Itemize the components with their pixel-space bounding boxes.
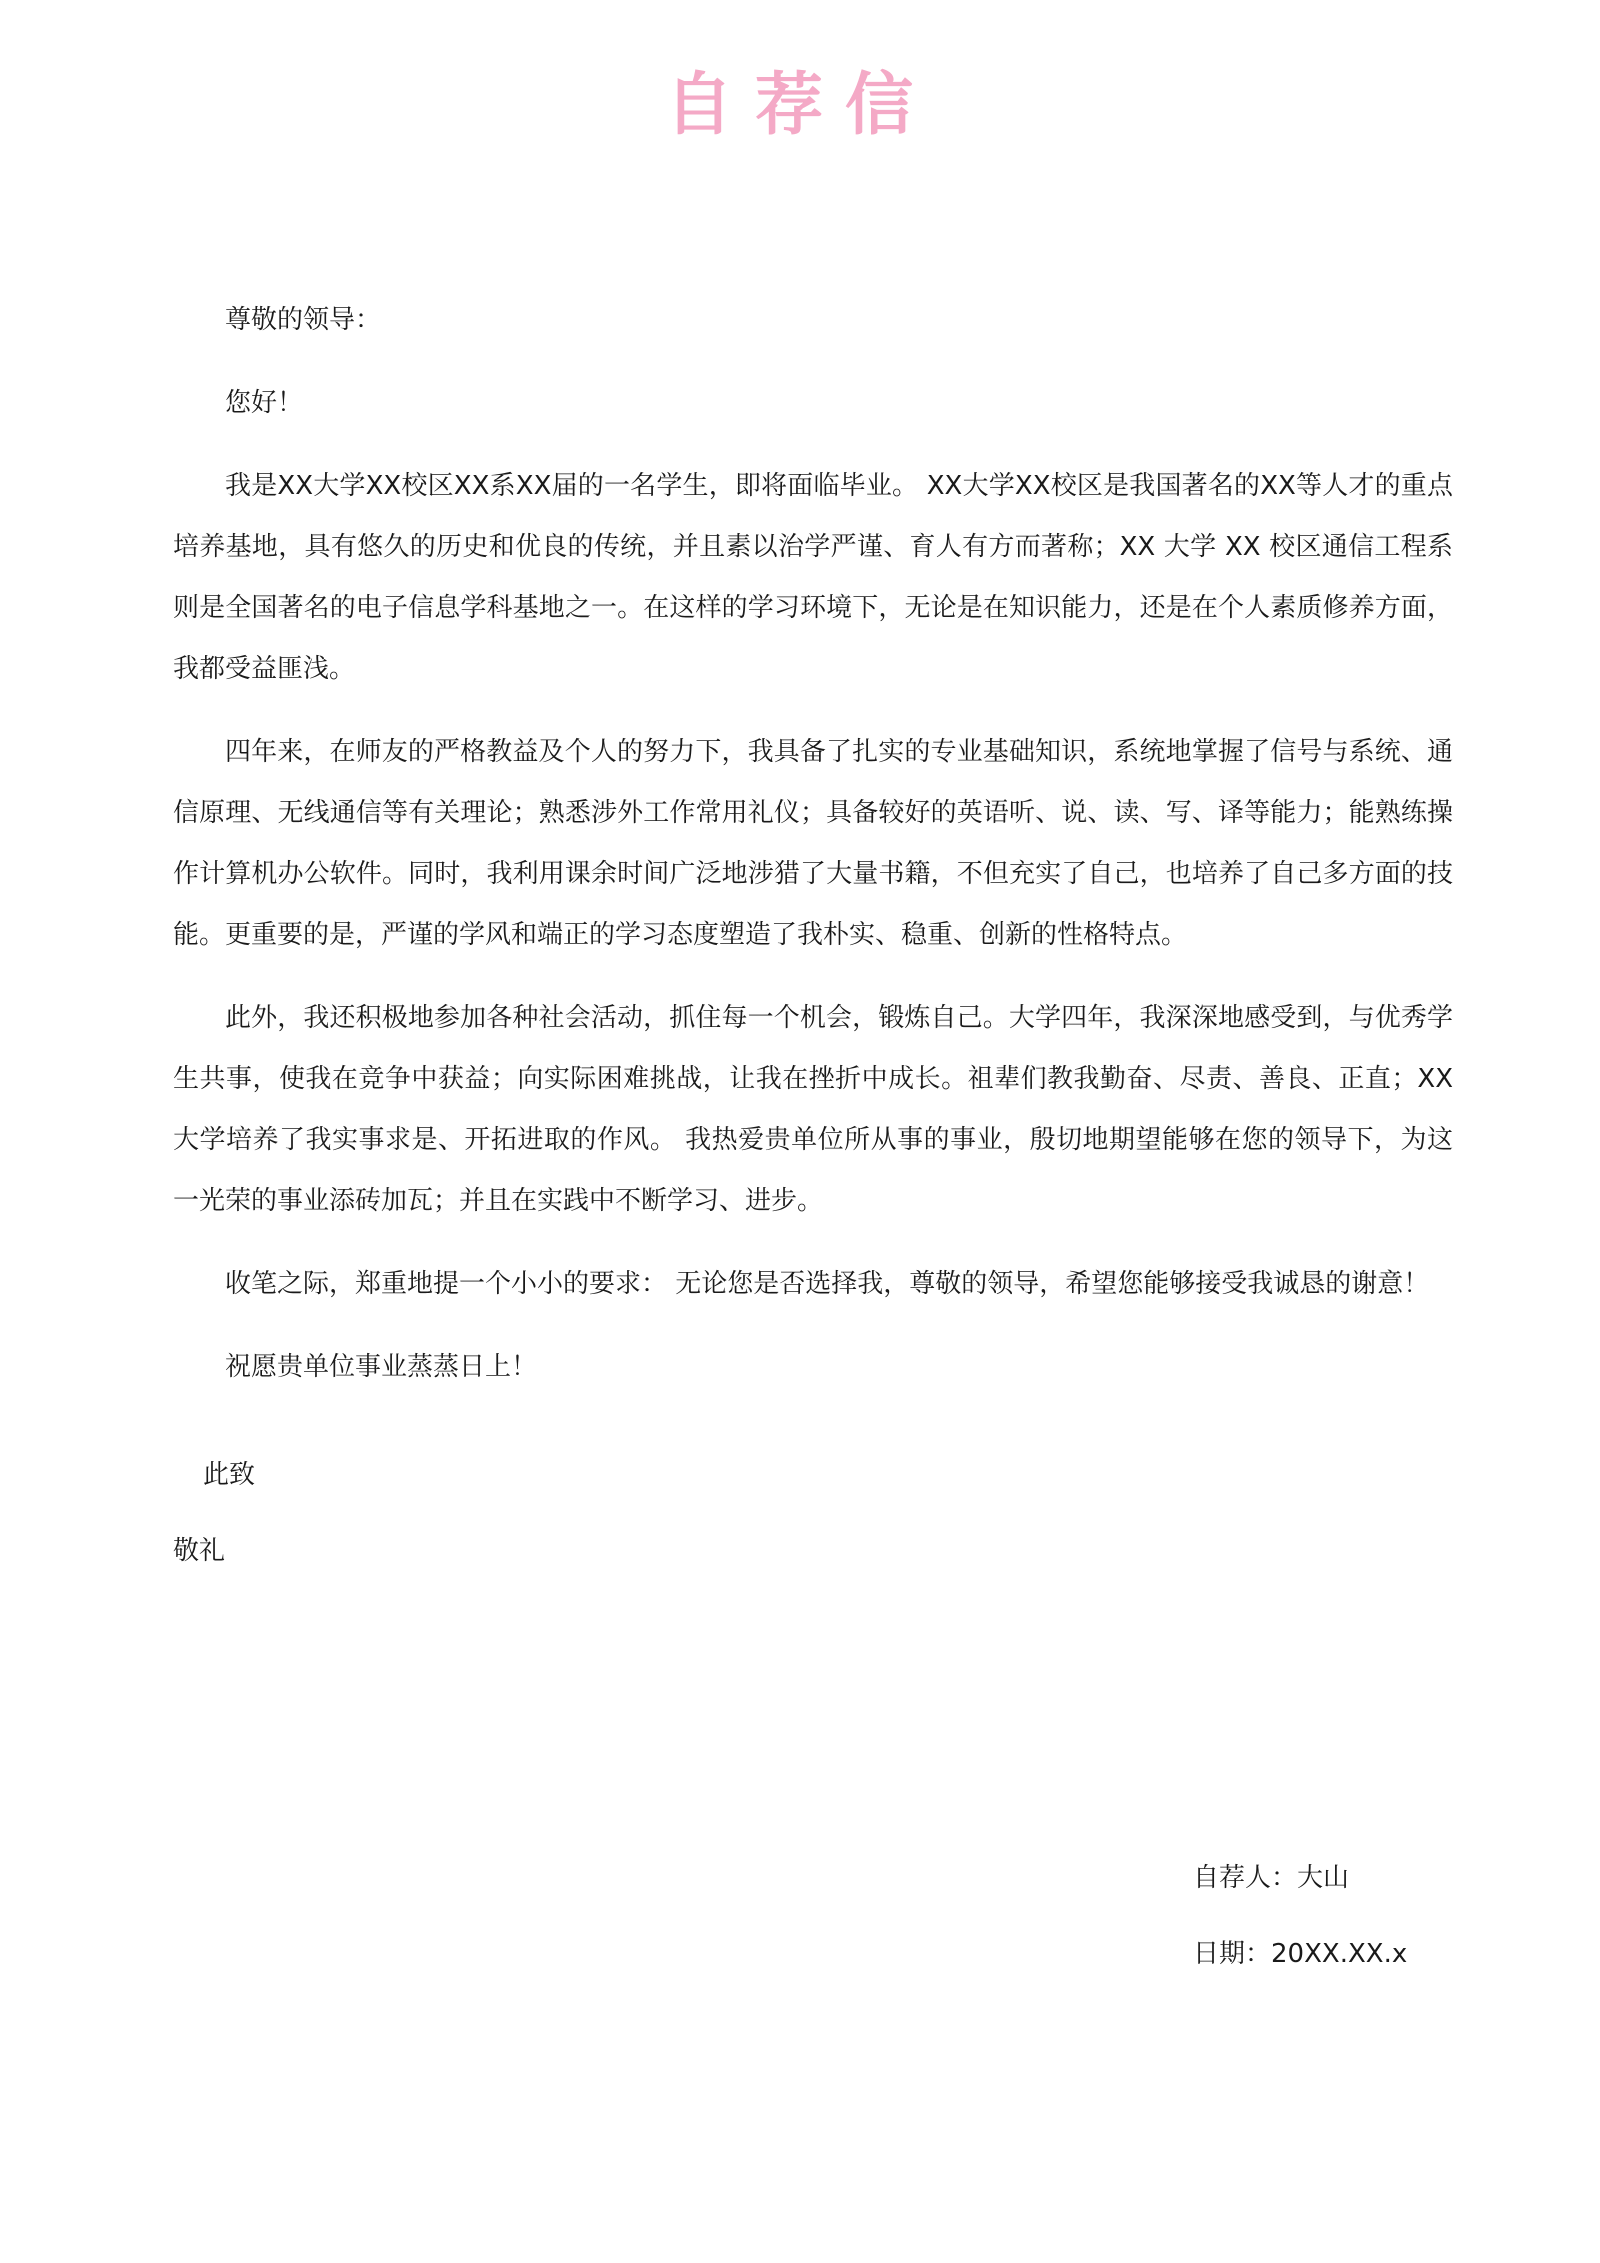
signer-name: 自荐人：大山 (1193, 1863, 1350, 1893)
signature-block (1193, 1858, 1407, 2010)
document-title: 自荐信 (664, 66, 935, 145)
paragraph-request: 收笔之际，郑重地提一个小小的要求： 无论您是否选择我，尊敬的领导，希望您能够接受我诚恳的谢意！ (225, 1269, 1430, 1299)
paragraph-activities: 此外，我还积极地参加各种社会活动，抓住每一个机会，锻炼自己。大学四年，我深深地感受到，与优秀学生共事，使我在竞争中获益；向实际困难挑战，让我在挫折中成长。祖辈们教我勤奋、尽责、善良、正直；XX 大学培养了我实事求是、开拓进取的作风。 我热爱贵单位所从事的事业，殷切地期望能够在您的领导下，为这一光荣的事业添砖加瓦；并且在实践中不断学习、进步。 (173, 1003, 1453, 1216)
greeting: 尊敬的领导： (225, 305, 382, 335)
signature-date: 日期：20XX.XX.x (1193, 1939, 1408, 1969)
paragraph-intro: 我是XX大学XX校区XX系XX届的一名学生，即将面临毕业。 XX大学XX校区是我国著名的XX等人才的重点培养基地，具有悠久的历史和优良的传统，并且素以治学严谨、育人有方而著称；XX 大学 XX 校区通信工程系则是全国著名的电子信息学科基地之一。在这样的学习环境下，无论是在知识能力，还是在个人素质修养方面，我都受益匪浅。 (173, 471, 1453, 684)
closing-ci-zhi: 此致 (203, 1460, 256, 1490)
closing-jing-li: 敬礼 (173, 1536, 226, 1566)
paragraph-wish: 祝愿贵单位事业蒸蒸日上！ (225, 1352, 538, 1382)
paragraph-skills: 四年来，在师友的严格教益及个人的努力下，我具备了扎实的专业基础知识，系统地掌握了信号与系统、通信原理、无线通信等有关理论；熟悉涉外工作常用礼仪；具备较好的英语听、说、读、写、译等能力；能熟练操作计算机办公软件。同时，我利用课余时间广泛地涉猎了大量书籍，不但充实了自己，也培养了自己多方面的技能。更重要的是，严谨的学风和端正的学习态度塑造了我朴实、稳重、创新的性格特点。 (173, 737, 1453, 950)
letter-body (173, 290, 1453, 1578)
hello-line: 您好！ (225, 388, 304, 418)
